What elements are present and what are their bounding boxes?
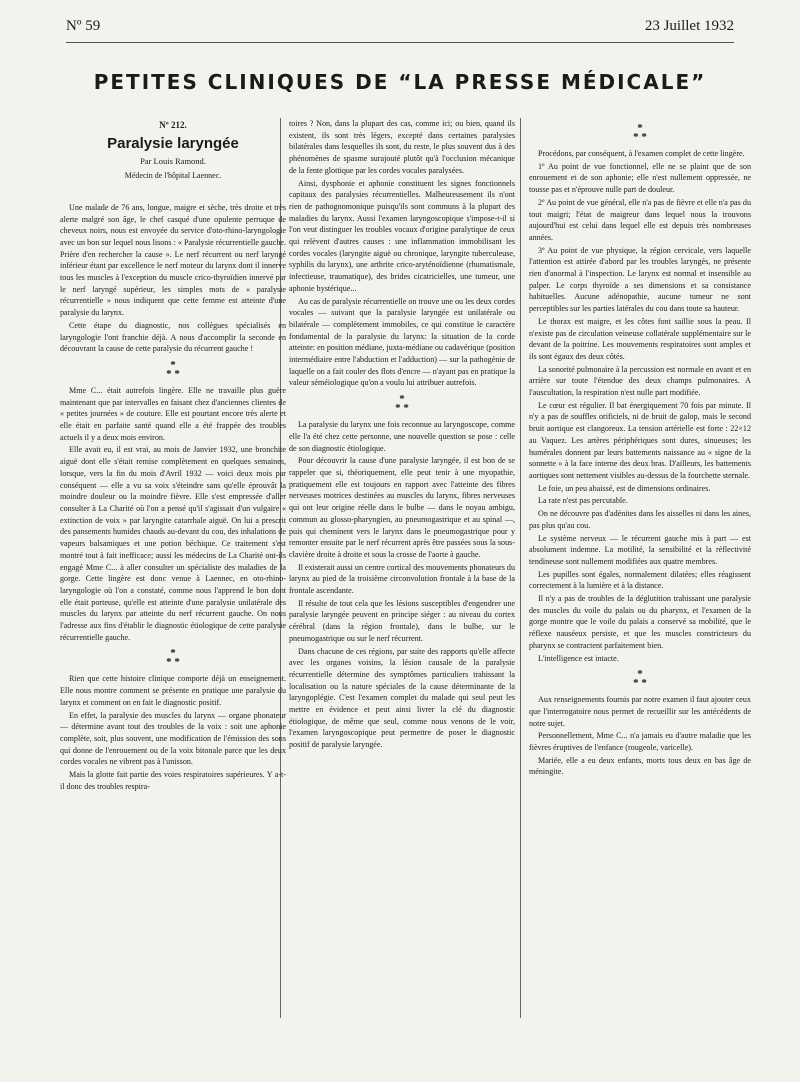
section-separator: * * * — [633, 668, 647, 690]
paragraph: Le cœur est régulier. Il bat énergiquement 70 fois par minute. Il n'y a pas de souffles orificiels, ni de bruit de galop, mais le second bruit aortique est clangoreux. La tension artérielle est forte : 22×12 au Vaquez. Les artères périphériques sont dures, sinueuses; les humérales donnent par leurs battements naissance au « signe de la sonnette » à la face interne des deux bras. D'ailleurs, les battements aortiques sont nettement visibles au-dessus de la fourchette sternale. — [529, 400, 751, 480]
paragraph: Au cas de paralysie récurrentielle on trouve une ou les deux cordes vocales — suivant que la paralysie laryngée est unilatérale ou bilatérale — complètement immobiles, ce qui constitue le caractère fondamental de la paralysie du larynx: la situation de la corde atteinte: en position médiane, juxta-médiane ou cadavérique (position intermédiaire entre l'abduction et l'adduction) — sur la pathogénie de laquelle on a fait couler des flots d'encre — n'ayant pas en pratique la valeur séméiologique qu'on a voulu lui attribuer autrefois. — [289, 296, 515, 388]
article-title: Paralysie laryngée — [107, 134, 239, 152]
paragraph: Cette étape du diagnostic, nos collègues spécialisés en laryngologie l'ont franchie déjà. A nous d'accomplir la seconde en découvrant la cause de cette paralysie du récurrent gauche ! — [60, 320, 286, 354]
paragraph: On ne découvre pas d'adénites dans les aisselles ni dans les aines, pas plus qu'au cou. — [529, 509, 751, 530]
paragraph: Le foie, un peu abaissé, est de dimensions ordinaires. — [538, 483, 711, 493]
section-separator: * * * — [633, 122, 647, 143]
paragraph: En effet, la paralysie des muscles du larynx — organe phonateur — détermine avant tout des troubles de la voix : soit une aphonie complète, soit, plus souvent, une modification de l'émission des sons qui donne de l'enrouement ou de la voix bitonale parce que les deux cordes vocales ne vibrent pas à l'unisson. — [60, 710, 286, 767]
paragraph: La rate n'est pas percutable. — [538, 496, 628, 506]
paragraph: 2º Au point de vue général, elle n'a pas de fièvre et elle n'a pas du tout maigri; l'état de maigreur dans lequel nous la trouvons aujourd'hui est celui dans lequel elle est depuis très nombreuses années. — [529, 197, 751, 242]
paragraph: Il résulte de tout cela que les lésions susceptibles d'engendrer une paralysie laryngée peuvent en principe siéger : au niveau du cortex cérébral (dans la région frontale), dans le bulbe, sur le pneumogastrique ou sur le nerf récurrent. — [289, 598, 515, 643]
paragraph: Il existerait aussi un centre cortical des mouvements phonateurs du larynx au pied de la troisième circonvolution frontale à la base de la frontale ascendante. — [289, 562, 515, 596]
issue-date: 23 Juillet 1932 — [644, 18, 734, 34]
section-separator: * * * — [395, 393, 409, 415]
paragraph: Les pupilles sont égales, normalement dilatées; elles réagissent correctement à la lumière et à la distance. — [529, 569, 751, 591]
paragraph: Mais la glotte fait partie des voies respiratoires supérieures. Y a-t-il donc des troubles respira- — [60, 770, 286, 791]
paragraph: 1º Au point de vue fonctionnel, elle ne se plaint que de son enrouement et de son aphonie; elle n'est nullement oppressée, ne tousse pas et n'éprouve nulle part de douleur. — [529, 161, 751, 195]
author-affiliation: Médecin de l'hôpital Laennec. — [124, 171, 222, 181]
paragraph: Une malade de 76 ans, longue, maigre et sèche, très droite et très alerte malgré son âge, le chef casqué d'une opulente perruque de cheveux noirs, nous est envoyée du service d'oto-rhino-laryngologie avec un bon sur lequel nous lisons : « Paralysie récurrentielle gauche. Prière d'en rechercher la cause ». Le nerf récurrent ou nerf laryngé inférieur étant par excellence le nerf moteur du larynx dont il innerve tous les muscles à l'exception du muscle crico-thyroïdien innervé par le nerf laryngé supérieur, les simples mots de « paralysie récurrentielle » nous indiquent que cette femme est atteinte d'une paralysie du larynx. — [60, 202, 286, 318]
column-2 — [289, 118, 515, 752]
paragraph: La sonorité pulmonaire à la percussion est normale en avant et en arrière sur toute l'étendue des deux champs pulmonaires. A l'auscultation, la respiration n'est nulle part modifiée. — [529, 364, 751, 398]
issue-number: Nº 59 — [66, 18, 101, 34]
column-divider — [520, 118, 521, 1018]
masthead: PETITES CLINIQUES DE “LA PRESSE MÉDICALE” — [93, 70, 707, 94]
paragraph: L'intelligence est intacte. — [538, 653, 619, 663]
paragraph: Aux renseignements fournis par notre examen il faut ajouter ceux que l'interrogatoire nous permet de recueillir sur les antécédents de notre sujet. — [529, 695, 751, 728]
paragraph: Mariée, elle a eu deux enfants, morts tous deux en bas âge de méningite. — [529, 755, 751, 777]
paragraph: Il n'y a pas de troubles de la déglutition trahissant une paralysie des muscles du voile du palais ou du pharynx, et l'examen de la gorge montre que le voile du palais a conservé sa mobilité, que le réflexe nauséeux persiste, et que les muscles constricteurs du pharynx se contractent parfaitement bien. — [529, 594, 751, 650]
column-3 — [529, 118, 751, 779]
header-rule — [66, 42, 734, 43]
article-number: Nº 212. — [159, 120, 187, 130]
paragraph: Procédons, par conséquent, à l'examen complet de cette lingère. — [538, 149, 745, 158]
page-header — [66, 14, 734, 44]
paragraph: Ainsi, dysphonie et aphonie constituent les signes fonctionnels capitaux des paralysies récurrentielles. Malheureusement ils n'ont rien de pathognomonique puisqu'ils sont communs à la plupart des maladies du larynx. Aussi l'examen laryngoscopique s'impose-t-il si l'on veut distinguer les troubles vocaux d'origine paralytique de ceux qui relèvent d'autres causes : une inflammation immobilisant les cordes vocales (laryngite aiguë ou chronique, laryngite tuberculeuse, syphilis du larynx), une arthrite crico-aryténoïdienne (rhumatismale, infectieuse, traumatique), des brides cicatricielles, une tumeur, une aphonie hystérique... — [289, 178, 515, 293]
paragraph: La paralysie du larynx une fois reconnue au laryngoscope, comme elle l'a été chez cette personne, une nouvelle question se pose : celle de son diagnostic étiologique. — [289, 420, 515, 453]
paragraph: Le thorax est maigre, et les côtes font saillie sous la peau. Il n'existe pas de circulation veineuse collatérale supplémentaire sur le devant de la poitrine. Les mouvements respiratoires sont amples et ils sont égaux des deux côtés. — [529, 316, 751, 361]
paragraph: Le système nerveux — le récurrent gauche mis à part — est absolument indemne. La motilité, la sensibilité et la réflectivité tendineuse sont nullement modifiées aux quatre membres. — [529, 533, 751, 566]
paragraph: Mme C... était autrefois lingère. Elle ne travaille plus guère maintenant que par intervalles en faisant chez d'anciennes clientes de « petites journées » de couture. Elle est pourtant encore très alerte et elle était en parfaite santé quand elle a été frappée des troubles actuels il y a deux mois environ. — [60, 385, 286, 442]
column-1 — [60, 118, 286, 793]
section-separator: * * * — [166, 358, 180, 380]
paragraph: 3º Au point de vue physique, la région cervicale, vers laquelle l'attention est attirée d'abord par les troubles laryngés, ne présente rien d'anormal à l'inspection. Le larynx est normal et insensible au palper. Le corps thyroïde a ses dimensions et sa consistance habituelles. Aucune adénopathie, aucune tumeur ne sont perceptibles sur les parties latérales du cou dans toute sa hauteur. — [529, 245, 751, 314]
byline: Par Louis Ramond. — [140, 156, 206, 167]
paragraph: Dans chacune de ces régions, par suite des rapports qu'elle affecte avec les organes voisins, la lésion causale de la paralysie récurrentielle détermine des symptômes particuliers trahissant la localisation ou la nature spéciales de la cause déterminante de la laryngoplégie. C'est l'examen complet du malade qui seul peut les mettre en évidence et peut ainsi livrer la clé du diagnostic étiologique, de même que seul, comme nous venons de le voir, l'examen laryngoscopique peut permettre de poser le diagnostic positif de paralysie laryngée. — [289, 646, 515, 750]
paragraph: Pour découvrir la cause d'une paralysie laryngée, il est bon de se rappeler que si, théoriquement, elle peut tenir à une myopathie, pratiquement elle est toujours en rapport avec l'atteinte des fibres nerveuses motrices destinées au muscles du larynx, fibres nerveuses qui ont leur origine réelle dans le bulbe — dans le noyau ambigu, commun au glosso-pharyngien, au pneumogastrique et au spinal —, puis qui cheminent vers le larynx dans le pneumogastrique pour y remonter ensuite par le nerf récurrent après être passées sous la sous-clavière droite à droite et sous la crosse de l'aorte à gauche. — [289, 456, 515, 559]
paragraph: Rien que cette histoire clinique comporte déjà un enseignement. Elle nous montre comment se présente en pratique une paralysie du larynx et comment on en fait le diagnostic positif. — [60, 674, 286, 707]
section-separator: * * * — [166, 647, 180, 669]
paragraph: Elle avait eu, il est vrai, au mois de Janvier 1932, une bronchite aiguë dont elle s'était remise complètement en quelques semaines, lorsque, vers la fin du mois d'Avril 1932 — voici deux mois par conséquent — elle a vu sa voix s'éteindre sans qu'elle éprouvât la moindre douleur ou la moindre fièvre. Elle s'est empressée d'aller consulter à La Charité où l'on a pensé qu'il s'agissait d'un vulgaire « extinction de voix » par laryngite catarrhale aiguë. On lui a prescrit des pansements humides chauds au-devant du cou, des inhalations de vapeurs balsamiques et une potion béchique. Ce traitement s'est montré tout à fait inefficace; aussi les médecins de La Charité ont-ils engagé Mme C... à aller consulter un spécialiste des maladies de la gorge. Cette lingère est donc venue à Laennec, en oto-rhino-laryngologie où l'on a constaté, comme nous l'apprend le bon dont elle était porteuse, qu'elle est atteinte d'une paralysie unilatérale des muscles du larynx par atteinte du nerf récurrent gauche. On nous l'adresse aux fins d'établir le diagnostic étiologique de cette paralysie récurrentielle gauche. — [60, 445, 286, 642]
paragraph: toires ? Non, dans la plupart des cas, comme ici; ou bien, quand ils existent, ils sont très légers, excepté dans certaines paralysies bilatérales dans lesquelles ils sont, du reste, le plus souvent dus à des phénomènes de spasme surajouté plutôt qu'à l'occlusion mécanique de la fente glottique par les cordes vocales paralysées. — [289, 119, 515, 175]
paragraph: Personnellement, Mme C... n'a jamais eu d'autre maladie que les fièvres éruptives de l'enfance (rougeole, varicelle). — [529, 731, 751, 753]
